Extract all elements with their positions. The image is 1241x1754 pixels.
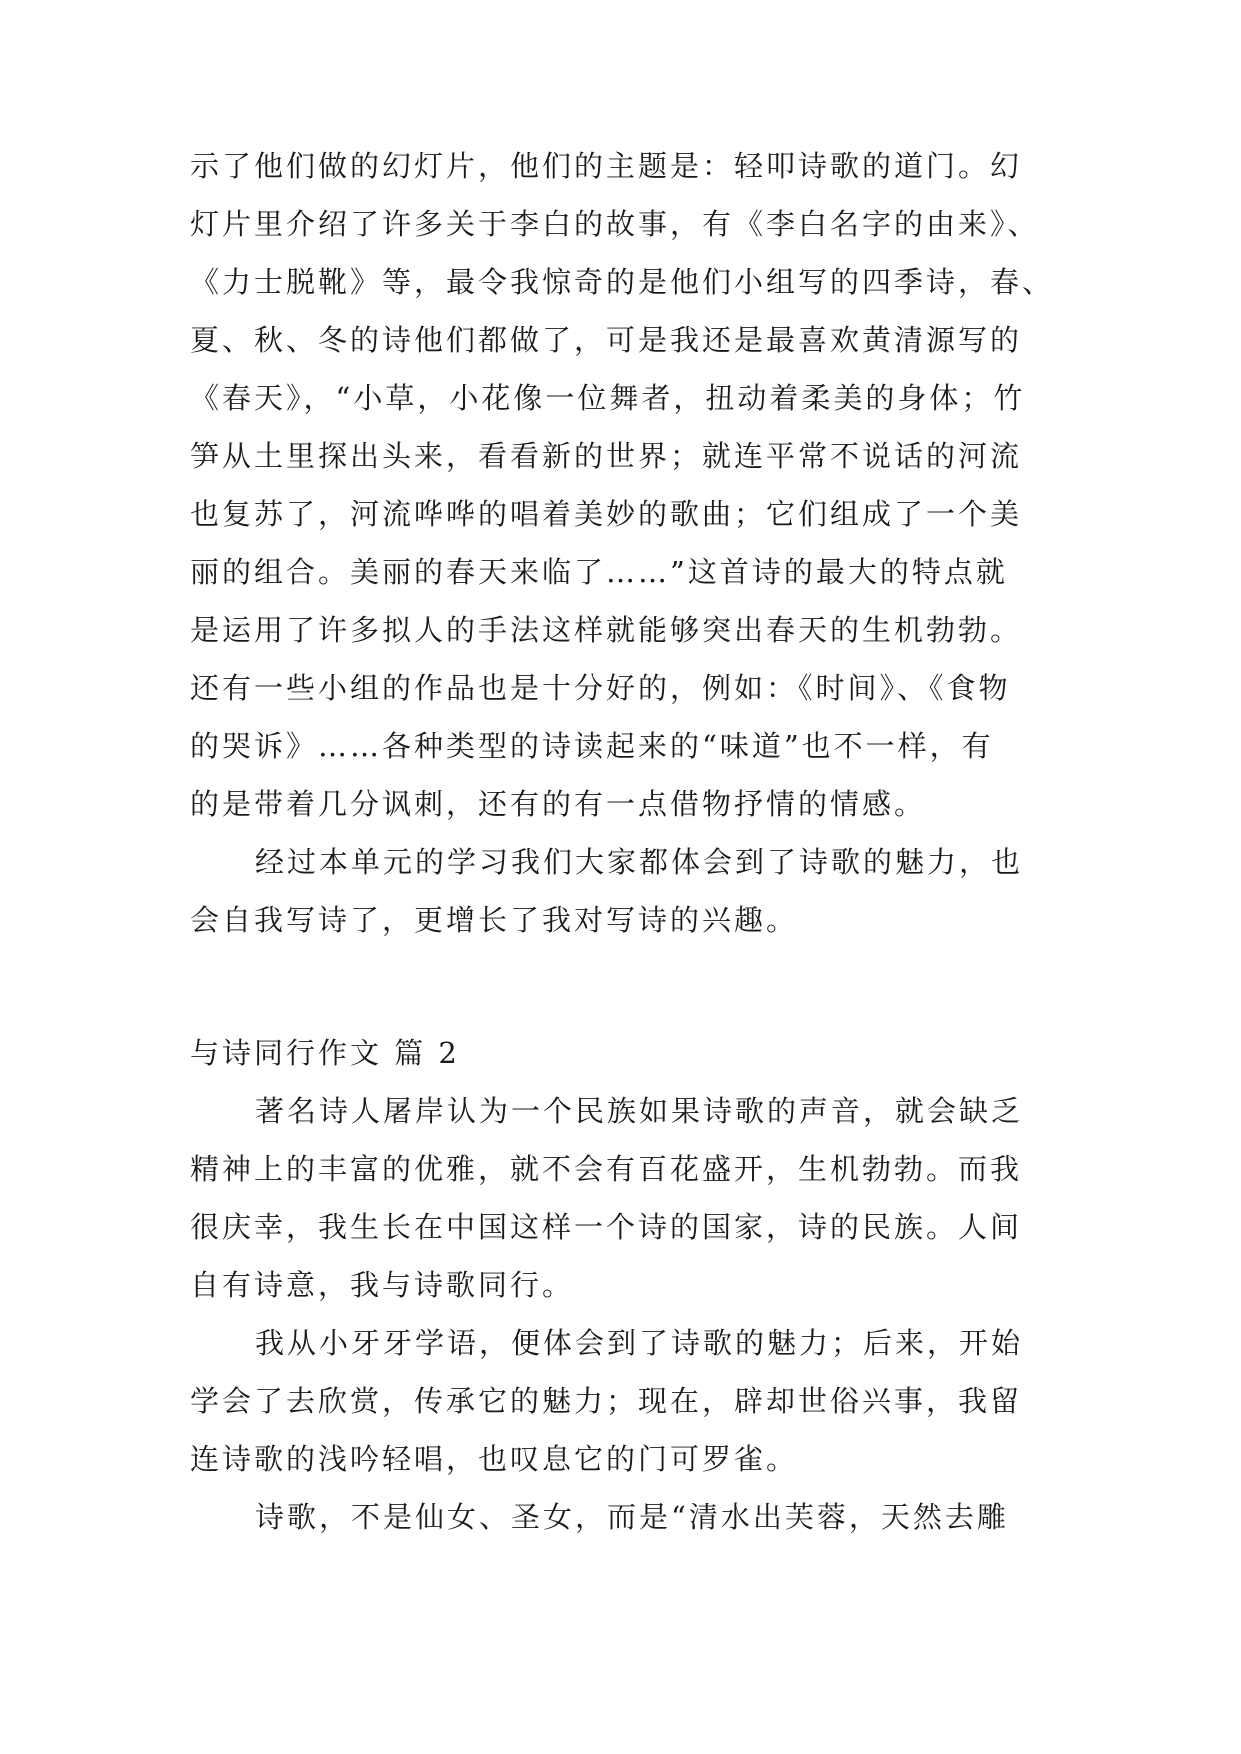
text-line: 《力士脱靴》等，最令我惊奇的是他们小组写的四季诗，春、 xyxy=(190,265,1055,299)
text-line: 会自我写诗了，更增长了我对写诗的兴趣。 xyxy=(190,903,799,937)
text-line: 精神上的丰富的优雅，就不会有百花盛开，生机勃勃。而我 xyxy=(190,1152,1023,1186)
text-line: 笋从土里探出头来，看看新的世界；就连平常不说话的河流 xyxy=(190,439,1023,473)
text-line: 连诗歌的浅吟轻唱，也叹息它的门可罗雀。 xyxy=(190,1442,799,1476)
text-line: 是运用了许多拟人的手法这样就能够突出春天的生机勃勃。 xyxy=(190,613,1023,647)
section-heading: 与诗同行作文 篇 2 xyxy=(190,1036,460,1070)
text-line: 《春天》，“小草，小花像一位舞者，扭动着柔美的身体；竹 xyxy=(190,381,1026,415)
text-line: 著名诗人屠岸认为一个民族如果诗歌的声音，就会缺乏 xyxy=(255,1094,1024,1128)
text-line: 经过本单元的学习我们大家都体会到了诗歌的魅力，也 xyxy=(255,845,1024,879)
text-line: 自有诗意，我与诗歌同行。 xyxy=(190,1268,575,1302)
text-line: 也复苏了，河流哗哗的唱着美妙的歌曲；它们组成了一个美 xyxy=(190,497,1023,531)
text-line: 诗歌，不是仙女、圣女，而是“清水出芙蓉，天然去雕 xyxy=(255,1500,1009,1534)
text-line: 丽的组合。美丽的春天来临了……”这首诗的最大的特点就 xyxy=(190,555,1008,589)
text-line: 夏、秋、冬的诗他们都做了，可是我还是最喜欢黄清源写的 xyxy=(190,323,1023,357)
text-line: 我从小牙牙学语，便体会到了诗歌的魅力；后来，开始 xyxy=(255,1326,1024,1360)
text-line: 还有一些小组的作品也是十分好的，例如：《时间》、《食物 xyxy=(190,671,1011,705)
text-line: 的哭诉》……各种类型的诗读起来的“味道”也不一样，有 xyxy=(190,729,994,763)
text-line: 很庆幸，我生长在中国这样一个诗的国家，诗的民族。人间 xyxy=(190,1210,1023,1244)
text-line: 学会了去欣赏，传承它的魅力；现在，辟却世俗兴事，我留 xyxy=(190,1384,1023,1418)
text-line: 的是带着几分讽刺，还有的有一点借物抒情的情感。 xyxy=(190,787,927,821)
text-line: 示了他们做的幻灯片，他们的主题是：轻叩诗歌的道门。幻 xyxy=(190,149,1023,183)
text-line: 灯片里介绍了许多关于李白的故事，有《李白名字的由来》、 xyxy=(190,207,1040,241)
